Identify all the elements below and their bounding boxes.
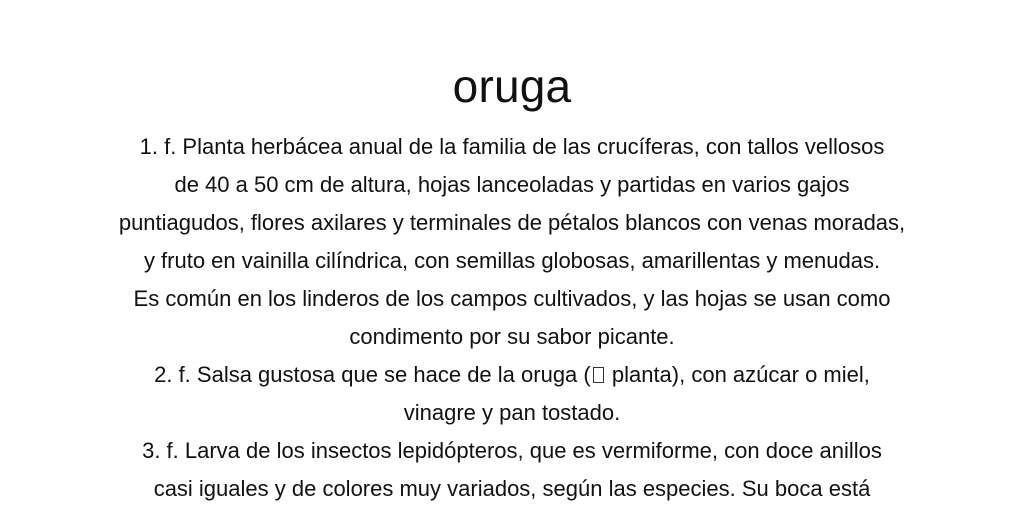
definition-line: y fruto en vainilla cilíndrica, con semillas globosas, amarillentas y menudas. bbox=[143, 248, 881, 273]
definition-line: de 40 a 50 cm de altura, hojas lanceoladas y partidas en varios gajos bbox=[174, 172, 850, 197]
definition-line: vinagre y pan tostado. bbox=[403, 400, 621, 425]
definition-line: casi iguales y de colores muy variados, según las especies. Su boca está bbox=[153, 476, 871, 501]
definition-text-before-symbol: 2. f. Salsa gustosa que se hace de la oruga ( bbox=[154, 362, 591, 387]
definition-2 bbox=[42, 356, 982, 432]
definition-line bbox=[42, 356, 982, 394]
definition-1 bbox=[42, 128, 982, 356]
headword: oruga bbox=[452, 60, 572, 112]
missing-glyph-icon bbox=[593, 367, 604, 383]
definition-line: condimento por su sabor picante. bbox=[349, 324, 675, 349]
definitions bbox=[42, 128, 982, 508]
definition-3 bbox=[42, 432, 982, 508]
definition-text-after-symbol: planta), con azúcar o miel, bbox=[605, 362, 870, 387]
definition-line: 3. f. Larva de los insectos lepidópteros, que es vermiforme, con doce anillos bbox=[142, 438, 882, 463]
definition-line: puntiagudos, flores axilares y terminales de pétalos blancos con venas moradas, bbox=[118, 210, 906, 235]
definition-line: 1. f. Planta herbácea anual de la familia de las crucíferas, con tallos vellosos bbox=[139, 134, 885, 159]
definition-line: Es común en los linderos de los campos cultivados, y las hojas se usan como bbox=[133, 286, 891, 311]
